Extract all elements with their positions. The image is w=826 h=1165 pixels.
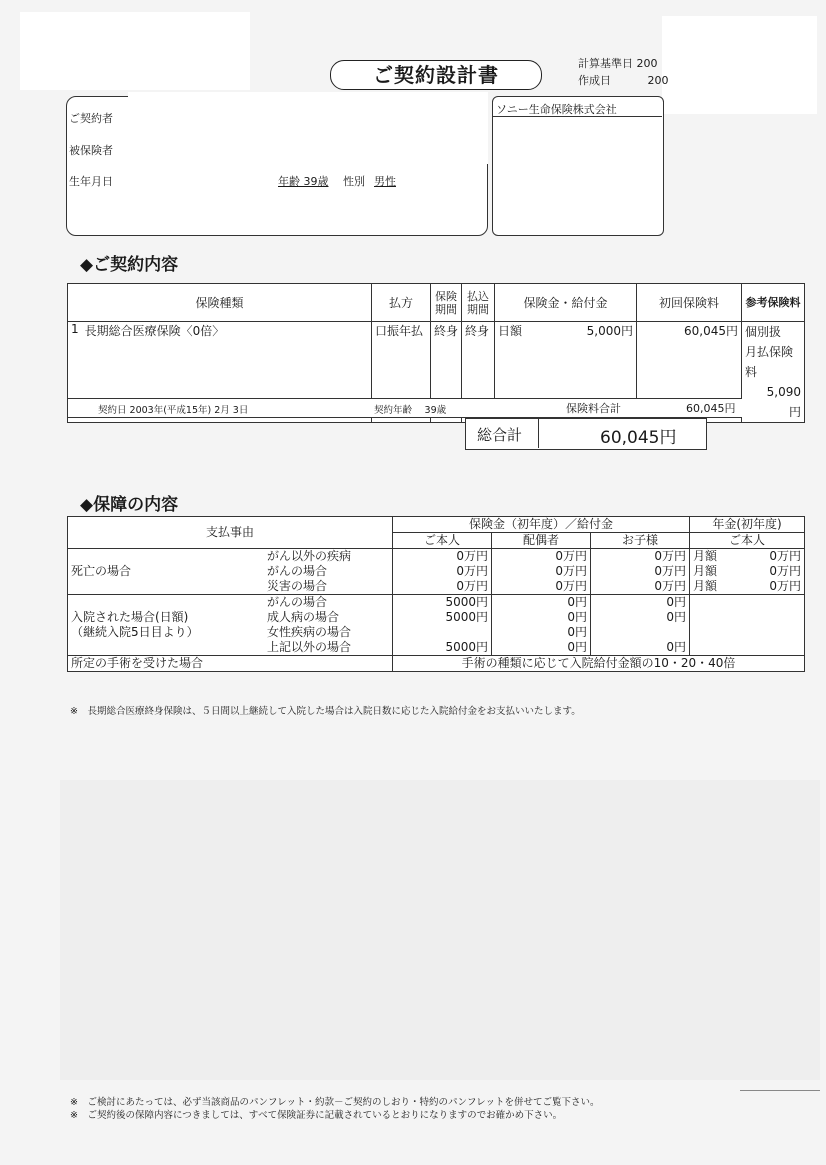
hospital-spouse: 0円 0円 0円 0円 [492, 595, 591, 656]
age-text: 年齢 39歳 [278, 175, 329, 188]
contract-date: 契約日 2003年(平成15年) 2月 3日 [98, 405, 249, 416]
hospital-label: 入院された場合(日額) （継続入院5日目より） [68, 595, 265, 656]
created-date: 作成日 200 [578, 74, 669, 87]
row-number: 1 [68, 322, 82, 423]
header-amount: 保険金・給付金 [495, 284, 637, 322]
coverage-section-title: ◆保障の内容 [80, 495, 179, 515]
header-ref-premium: 参考保険料 [742, 284, 805, 322]
row-pay-period: 終身 [462, 322, 495, 423]
hospital-causes: がんの場合 成人病の場合 女性疾病の場合 上記以外の場合 [264, 595, 393, 656]
birthdate-label: 生年月日 [69, 175, 113, 188]
insured-label: 被保険者 [69, 144, 113, 157]
surgery-label: 所定の手術を受けた場合 [68, 656, 393, 672]
redacted-area-top-right [662, 16, 817, 114]
hospital-child: 0円 0円 0円 [591, 595, 690, 656]
header-pay-period: 払込期間 [462, 284, 495, 322]
row-ref-premium: 個別扱 月払保険料 5,090 円 [742, 322, 805, 423]
company-name: ソニー生命保険株式会社 [496, 103, 617, 116]
header-payment: 払方 [372, 284, 431, 322]
row-period: 終身 [431, 322, 462, 423]
bottom-rule [740, 1090, 820, 1091]
premium-total-label: 保険料合計 [566, 402, 621, 415]
footer-note-1: ※ ご検討にあたっては、必ず当該商品のパンフレット・約款－ご契約のしおり・特約のパンフレットを併せてご覧下さい。 [70, 1097, 600, 1108]
header-pension-self: ご本人 [690, 533, 805, 549]
contract-age: 契約年齢 39歳 [374, 405, 447, 416]
death-pension: 月額 0万円 月額 0万円 月額 0万円 [690, 549, 805, 595]
death-causes: がん以外の疾病 がんの場合 災害の場合 [264, 549, 393, 595]
redacted-birthdate [128, 165, 268, 195]
company-box [492, 96, 664, 236]
coverage-note: ※ 長期総合医療終身保険は、５日間以上継続して入院した場合は入院日数に応じた入院給付金をお支払いいたします。 [70, 706, 581, 717]
grand-total-label: 総合計 [477, 426, 523, 444]
footer-note-2: ※ ご契約後の保障内容につきましては、すべて保険証券に記載されているとおりになりますのでお確かめ下さい。 [70, 1110, 563, 1121]
redacted-customer-names [128, 92, 488, 164]
header-type: 保険種類 [68, 284, 372, 322]
hospital-self: 5000円 5000円 5000円 [393, 595, 492, 656]
row-amount: 日額 5,000円 [495, 322, 637, 423]
header-child: お子様 [591, 533, 690, 549]
header-first-premium: 初回保険料 [637, 284, 742, 322]
death-spouse: 0万円 0万円 0万円 [492, 549, 591, 595]
death-self: 0万円 0万円 0万円 [393, 549, 492, 595]
contract-section-title: ◆ご契約内容 [80, 255, 179, 275]
redacted-area-top-left [20, 12, 250, 90]
document-title: ご契約設計書 [330, 60, 542, 90]
header-reason: 支払事由 [68, 517, 393, 549]
death-child: 0万円 0万円 0万円 [591, 549, 690, 595]
header-self: ご本人 [393, 533, 492, 549]
blank-lower-area [60, 780, 820, 1080]
contractor-label: ご契約者 [69, 112, 113, 125]
calc-date: 計算基準日 200 [578, 57, 658, 70]
header-spouse: 配偶者 [492, 533, 591, 549]
death-label: 死亡の場合 [68, 549, 265, 595]
hospital-pension [690, 595, 805, 656]
sex-label: 性別 [343, 175, 365, 188]
coverage-table [67, 516, 805, 672]
row-payment: 口振年払 [372, 322, 431, 423]
row-type: 長期総合医療保険〈0倍〉 [82, 322, 372, 423]
grand-total-value: 60,045円 [600, 428, 677, 448]
header-period: 保険期間 [431, 284, 462, 322]
premium-total-value: 60,045円 [686, 402, 736, 415]
header-pension: 年金(初年度) [690, 517, 805, 533]
surgery-text: 手術の種類に応じて入院給付金額の10・20・40倍 [393, 656, 805, 672]
grand-total-divider [538, 418, 539, 448]
sex-value: 男性 [374, 175, 396, 188]
row-first-premium: 60,045円 [637, 322, 742, 423]
header-benefit: 保険金（初年度）／給付金 [393, 517, 690, 533]
